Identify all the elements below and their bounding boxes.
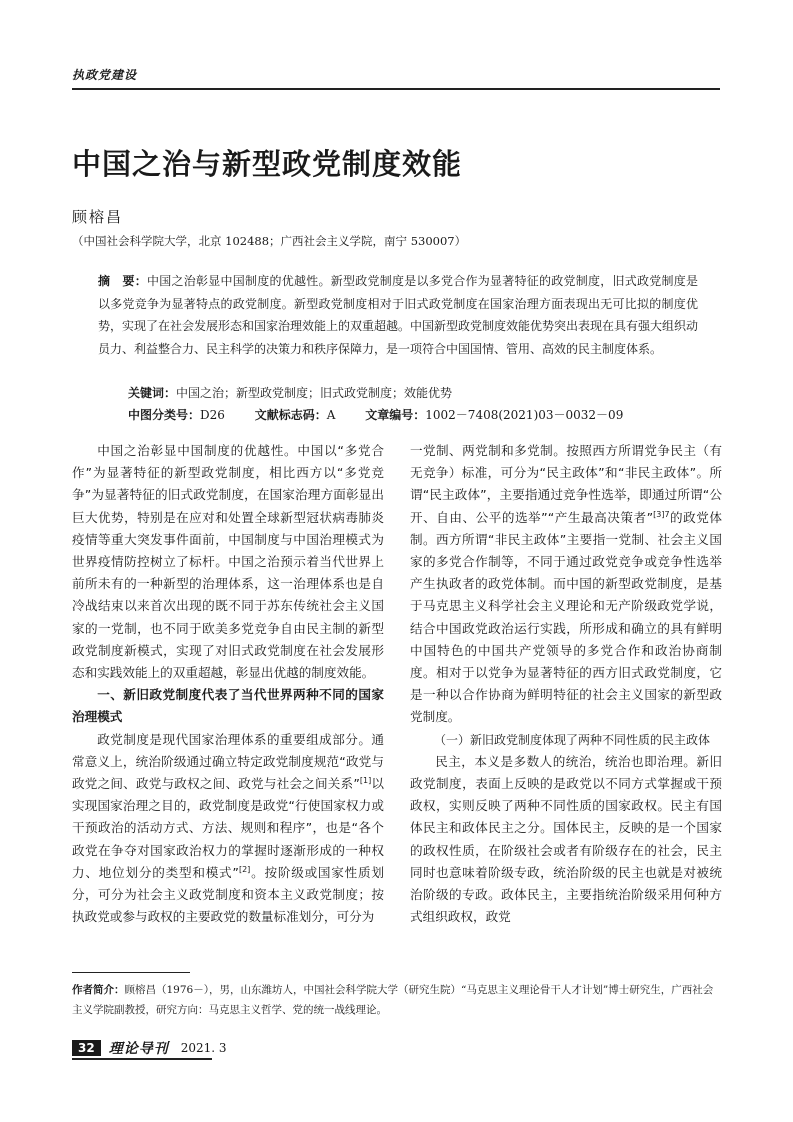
journal-name: 理论导刊 [108,1041,169,1057]
subsection-heading: （一）新旧政党制度体现了两种不同性质的民主政体 [434,732,711,747]
body-paragraph [410,440,722,729]
abstract [98,270,698,360]
author-affiliation: （中国社会科学院大学，北京 102488；广西社会主义学院，南宁 530007） [72,234,467,248]
doc-code-label: 文献标志码： [254,408,327,422]
article-no-label: 文章编号： [365,408,426,422]
body-paragraph: 民主，本义是多数人的统治，统治也即治理。新旧政党制度，表面上反映的是政党以不同方式掌握或干预政权，实则反映了两种不同性质的国家政权。民主有国体民主和政体民主之分。国体民主，反映的是一个国家的政权性质，在阶级社会或者有阶级存在的社会，民主同时也意味着阶级专政，统治阶级的民主也就是对被统治阶级的专政。政体民主，主要指统治阶级采用何种方式组织政权，政党 [410,753,722,925]
abstract-label: 摘 要： [98,274,147,288]
article-metadata [128,404,623,426]
paragraph-text: 一党制、两党制和多党制。按照西方所谓党争民主（有无竞争）标准，可分为“民主政体”和“非民主政体”。所谓“民主政体”，主要指通过竞争性选举，即通过所谓“公开、自由、公平的选举”“产生最高决策者” [410,443,722,525]
citation-ref[interactable]: [3]7 [653,509,670,519]
section-heading: 一、新旧政党制度代表了当代世界两种不同的国家治理模式 [72,687,384,725]
keywords [128,382,452,404]
issue-date: 2021. 3 [180,1041,227,1055]
paragraph-text: 的政党体制。西方所谓“非民主政体”主要指一党制、社会主义国家的多党合作制等，不同于通过政党竞争或竞争性选举产生执政者的政党体制。而中国的新型政党制度，是基于马克思主义科学社会主义理论和无产阶级政党学说，结合中国政党政治运行实践，所形成和确立的具有鲜明中国特色的中国共产党领导的多党合作和政治协商制度。相对于以党争为显著特征的西方旧式政党制度，它是一种以合作协商为鲜明特征的社会主义国家的新型政党制度。 [410,509,723,725]
article-no-value: 1002－7408(2021)03－0032－09 [425,408,624,422]
abstract-text: 中国之治彰显中国制度的优越性。新型政党制度是以多党合作为显著特征的政党制度，旧式政党制度是以多党竞争为显著特点的政党制度。新型政党制度相对于旧式政党制度在国家治理方面表现出无可比拟的制度优势，实现了在社会发展形态和国家治理效能上的双重超越。中国新型政党制度效能优势突出表现在具有强大组织动员力、利益整合力、民主科学的决策力和秩序保障力，是一项符合中国国情、管用、高效的民主制度体系。 [98,274,699,356]
clc-label: 中图分类号： [128,408,201,422]
keywords-label: 关键词： [128,386,177,400]
footnote-text: 顾榕昌（1976－），男，山东潍坊人，中国社会科学院大学（研究生院）“马克思主义理论骨干人才计划”博士研究生，广西社会主义学院副教授，研究方向：马克思主义哲学、党的统一战线理论。 [72,984,714,1016]
body-column-right [410,440,722,928]
paragraph-text: 政党制度是现代国家治理体系的重要组成部分。通常意义上，统治阶级通过确立特定政党制度规范“政党与政党之间、政党与政权之间、政党与社会之间关系” [72,731,384,792]
header-rule [72,88,720,90]
body-column-left [72,440,384,928]
keywords-text: 中国之治；新型政党制度；旧式政党制度；效能优势 [176,386,453,400]
citation-ref[interactable]: [1] [359,775,372,785]
doc-code-value: A [326,408,336,422]
article-title: 中国之治与新型政党制度效能 [72,147,463,181]
footnote-label: 作者简介： [72,984,125,996]
author-footnote [72,980,722,1020]
page-number: 32 [72,1040,101,1056]
paragraph-text: 以实现国家治理之目的，政党制度是政党“行使国家权力或干预政治的活动方式、方法、规则和程序”，也是“各个政党在争夺对国家政治权力的掌握时逐渐形成的一种权力、地位划分的类型和模式” [72,776,385,880]
citation-ref[interactable]: [2] [238,864,251,874]
clc-value: D26 [200,408,225,422]
section-label: 执政党建设 [72,68,138,82]
footer-rule [72,1058,212,1060]
footnote-rule [72,972,190,973]
author-name: 顾榕昌 [72,208,124,226]
body-paragraph: 中国之治彰显中国制度的优越性。中国以“多党合作”为显著特征的新型政党制度，相比西方以“多党竞争”为显著特征的旧式政党制度，在国家治理方面彰显出巨大优势，特别是在应对和处置全球新型冠状病毒肺炎疫情等重大突发事件面前，中国制度与中国治理模式为世界疫情防控树立了标杆。中国之治预示着当代世界上前所未有的一种新型的治理体系，这一治理体系也是自冷战结束以来首次出现的既不同于苏东传统社会主义国家的一党制，也不同于欧美多党竞争自由民主制的新型政党制度新模式，实现了对旧式政党制度在社会发展形态和实践效能上的双重超越，彰显出优越的制度效能。 [72,443,384,681]
paragraph-text: 。按阶级或国家性质划分，可分为社会主义政党制度和资本主义政党制度；按执政党或参与政权的主要政党的数量标准划分，可分为 [72,864,385,925]
page-footer [72,1037,227,1059]
body-paragraph [72,729,384,929]
